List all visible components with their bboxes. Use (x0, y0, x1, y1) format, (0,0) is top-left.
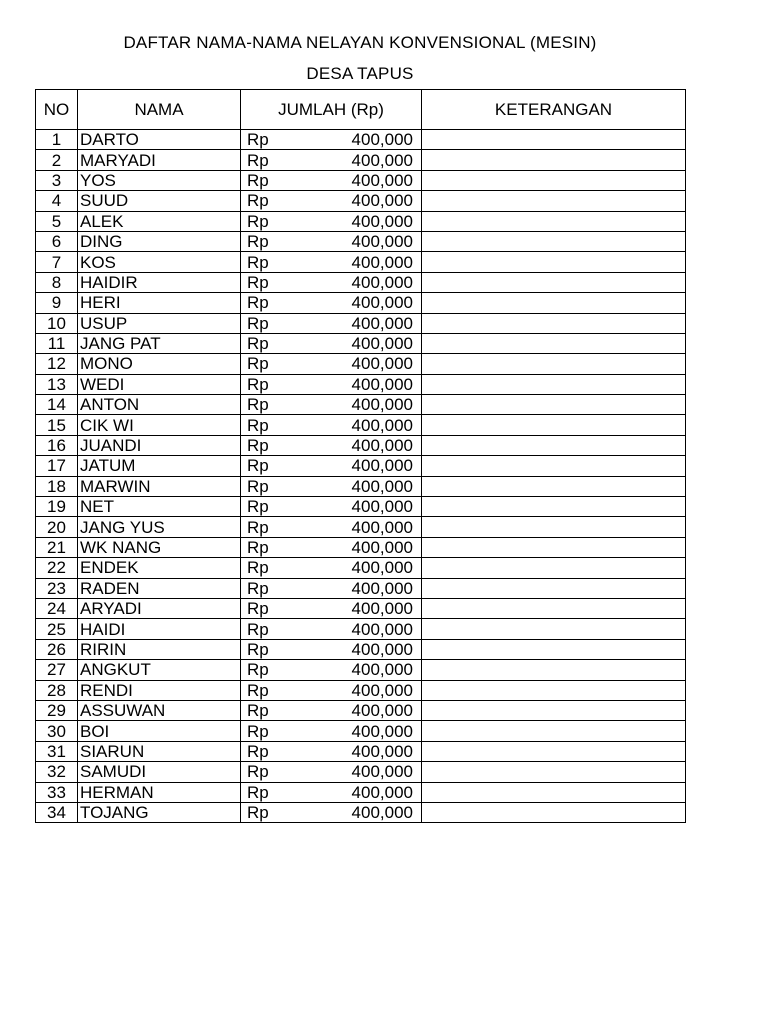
row-name: YOS (78, 170, 241, 190)
row-note (422, 741, 686, 761)
currency-label: Rp (247, 415, 269, 435)
row-amount (241, 333, 422, 353)
table-row (36, 252, 686, 272)
table-row (36, 700, 686, 720)
table-row (36, 680, 686, 700)
row-number: 27 (36, 660, 78, 680)
currency-label: Rp (247, 497, 269, 517)
row-name: HAIDIR (78, 272, 241, 292)
table-row (36, 802, 686, 822)
currency-label: Rp (247, 721, 269, 741)
amount-value: 400,000 (351, 639, 413, 659)
row-amount (241, 802, 422, 822)
currency-label: Rp (247, 150, 269, 170)
row-note (422, 211, 686, 231)
row-amount (241, 191, 422, 211)
row-amount (241, 700, 422, 720)
row-name: MARYADI (78, 150, 241, 170)
row-amount (241, 619, 422, 639)
amount-value: 400,000 (351, 313, 413, 333)
table-row (36, 293, 686, 313)
row-number: 25 (36, 619, 78, 639)
row-amount (241, 598, 422, 618)
row-number: 17 (36, 456, 78, 476)
amount-value: 400,000 (351, 395, 413, 415)
row-note (422, 252, 686, 272)
row-number: 23 (36, 578, 78, 598)
row-number: 2 (36, 150, 78, 170)
amount-value: 400,000 (351, 354, 413, 374)
row-amount (241, 252, 422, 272)
row-number: 24 (36, 598, 78, 618)
currency-label: Rp (247, 313, 269, 333)
row-number: 18 (36, 476, 78, 496)
row-amount (241, 130, 422, 150)
table-row (36, 191, 686, 211)
row-amount (241, 741, 422, 761)
row-number: 10 (36, 313, 78, 333)
row-amount (241, 415, 422, 435)
amount-value: 400,000 (351, 619, 413, 639)
row-name: ANGKUT (78, 660, 241, 680)
row-note (422, 802, 686, 822)
row-amount (241, 782, 422, 802)
table-row (36, 619, 686, 639)
amount-value: 400,000 (351, 578, 413, 598)
row-number: 6 (36, 231, 78, 251)
currency-label: Rp (247, 211, 269, 231)
currency-label: Rp (247, 476, 269, 496)
table-row (36, 150, 686, 170)
row-number: 32 (36, 762, 78, 782)
row-amount (241, 313, 422, 333)
row-amount (241, 497, 422, 517)
currency-label: Rp (247, 619, 269, 639)
row-number: 4 (36, 191, 78, 211)
row-amount (241, 721, 422, 741)
row-note (422, 721, 686, 741)
amount-value: 400,000 (351, 721, 413, 741)
currency-label: Rp (247, 130, 269, 150)
row-note (422, 762, 686, 782)
row-number: 7 (36, 252, 78, 272)
row-name: ENDEK (78, 558, 241, 578)
row-note (422, 680, 686, 700)
row-amount (241, 578, 422, 598)
amount-value: 400,000 (351, 252, 413, 272)
amount-value: 400,000 (351, 374, 413, 394)
row-name: WK NANG (78, 537, 241, 557)
row-number: 14 (36, 395, 78, 415)
amount-value: 400,000 (351, 191, 413, 211)
header-name: NAMA (78, 90, 241, 130)
amount-value: 400,000 (351, 803, 413, 823)
table-row (36, 578, 686, 598)
amount-value: 400,000 (351, 150, 413, 170)
amount-value: 400,000 (351, 660, 413, 680)
table-row (36, 721, 686, 741)
amount-value: 400,000 (351, 334, 413, 354)
row-number: 29 (36, 700, 78, 720)
table-row (36, 476, 686, 496)
row-name: JANG YUS (78, 517, 241, 537)
row-note (422, 415, 686, 435)
table-row (36, 231, 686, 251)
table-row (36, 354, 686, 374)
table-row (36, 456, 686, 476)
table-row (36, 395, 686, 415)
row-note (422, 782, 686, 802)
row-number: 1 (36, 130, 78, 150)
table-row (36, 639, 686, 659)
amount-value: 400,000 (351, 538, 413, 557)
row-name: ASSUWAN (78, 700, 241, 720)
amount-value: 400,000 (351, 762, 413, 782)
currency-label: Rp (247, 538, 269, 557)
row-note (422, 558, 686, 578)
row-name: RENDI (78, 680, 241, 700)
row-name: BOI (78, 721, 241, 741)
amount-value: 400,000 (351, 517, 413, 537)
currency-label: Rp (247, 334, 269, 354)
table-row (36, 741, 686, 761)
row-number: 11 (36, 333, 78, 353)
currency-label: Rp (247, 170, 269, 190)
row-name: HERI (78, 293, 241, 313)
row-number: 9 (36, 293, 78, 313)
row-note (422, 293, 686, 313)
amount-value: 400,000 (351, 232, 413, 252)
fishermen-table (35, 89, 686, 823)
header-note: KETERANGAN (422, 90, 686, 130)
row-note (422, 456, 686, 476)
table-row (36, 374, 686, 394)
table-header-row (36, 90, 686, 130)
currency-label: Rp (247, 803, 269, 823)
amount-value: 400,000 (351, 456, 413, 476)
row-number: 5 (36, 211, 78, 231)
row-name: MARWIN (78, 476, 241, 496)
row-note (422, 476, 686, 496)
row-name: SUUD (78, 191, 241, 211)
table-row (36, 415, 686, 435)
row-note (422, 639, 686, 659)
row-note (422, 150, 686, 170)
row-note (422, 619, 686, 639)
amount-value: 400,000 (351, 599, 413, 619)
currency-label: Rp (247, 558, 269, 578)
row-number: 12 (36, 354, 78, 374)
row-name: JANG PAT (78, 333, 241, 353)
row-note (422, 170, 686, 190)
table-row (36, 497, 686, 517)
table-row (36, 130, 686, 150)
amount-value: 400,000 (351, 170, 413, 190)
row-number: 16 (36, 435, 78, 455)
row-amount (241, 231, 422, 251)
document-title: DAFTAR NAMA-NAMA NELAYAN KONVENSIONAL (MESIN) (123, 33, 597, 52)
amount-value: 400,000 (351, 497, 413, 517)
amount-value: 400,000 (351, 130, 413, 150)
row-amount (241, 293, 422, 313)
row-amount (241, 435, 422, 455)
currency-label: Rp (247, 436, 269, 456)
amount-value: 400,000 (351, 701, 413, 721)
row-name: HERMAN (78, 782, 241, 802)
row-amount (241, 272, 422, 292)
row-amount (241, 762, 422, 782)
row-note (422, 395, 686, 415)
row-number: 26 (36, 639, 78, 659)
amount-value: 400,000 (351, 741, 413, 761)
row-note (422, 130, 686, 150)
currency-label: Rp (247, 782, 269, 802)
currency-label: Rp (247, 272, 269, 292)
row-note (422, 272, 686, 292)
amount-value: 400,000 (351, 680, 413, 700)
row-name: WEDI (78, 374, 241, 394)
row-amount (241, 558, 422, 578)
row-note (422, 231, 686, 251)
currency-label: Rp (247, 639, 269, 659)
currency-label: Rp (247, 354, 269, 374)
row-name: NET (78, 497, 241, 517)
row-amount (241, 680, 422, 700)
header-no: NO (36, 90, 78, 130)
row-note (422, 660, 686, 680)
row-name: SAMUDI (78, 762, 241, 782)
row-note (422, 374, 686, 394)
document-subtitle: DESA TAPUS (306, 64, 414, 83)
row-amount (241, 456, 422, 476)
row-number: 15 (36, 415, 78, 435)
currency-label: Rp (247, 232, 269, 252)
currency-label: Rp (247, 456, 269, 476)
currency-label: Rp (247, 680, 269, 700)
row-name: ALEK (78, 211, 241, 231)
row-number: 20 (36, 517, 78, 537)
row-number: 19 (36, 497, 78, 517)
row-name: RIRIN (78, 639, 241, 659)
row-note (422, 354, 686, 374)
row-name: USUP (78, 313, 241, 333)
row-amount (241, 150, 422, 170)
header-amount: JUMLAH (Rp) (241, 90, 422, 130)
table-row (36, 517, 686, 537)
row-note (422, 497, 686, 517)
amount-value: 400,000 (351, 476, 413, 496)
table-row (36, 598, 686, 618)
row-number: 30 (36, 721, 78, 741)
row-number: 8 (36, 272, 78, 292)
row-name: TOJANG (78, 802, 241, 822)
row-note (422, 333, 686, 353)
row-name: ARYADI (78, 598, 241, 618)
table-row (36, 170, 686, 190)
row-name: SIARUN (78, 741, 241, 761)
row-amount (241, 660, 422, 680)
row-name: ANTON (78, 395, 241, 415)
table-row (36, 558, 686, 578)
row-name: JATUM (78, 456, 241, 476)
row-number: 21 (36, 537, 78, 557)
row-note (422, 537, 686, 557)
currency-label: Rp (247, 762, 269, 782)
row-name: DARTO (78, 130, 241, 150)
amount-value: 400,000 (351, 558, 413, 578)
row-note (422, 578, 686, 598)
row-number: 34 (36, 802, 78, 822)
amount-value: 400,000 (351, 272, 413, 292)
row-number: 22 (36, 558, 78, 578)
row-amount (241, 395, 422, 415)
row-name: KOS (78, 252, 241, 272)
table-row (36, 435, 686, 455)
currency-label: Rp (247, 395, 269, 415)
row-amount (241, 639, 422, 659)
row-note (422, 598, 686, 618)
currency-label: Rp (247, 374, 269, 394)
row-note (422, 700, 686, 720)
row-name: RADEN (78, 578, 241, 598)
row-number: 31 (36, 741, 78, 761)
table-row (36, 537, 686, 557)
row-amount (241, 517, 422, 537)
row-name: HAIDI (78, 619, 241, 639)
row-number: 13 (36, 374, 78, 394)
amount-value: 400,000 (351, 436, 413, 456)
row-number: 33 (36, 782, 78, 802)
currency-label: Rp (247, 191, 269, 211)
row-amount (241, 537, 422, 557)
amount-value: 400,000 (351, 782, 413, 802)
row-note (422, 517, 686, 537)
currency-label: Rp (247, 660, 269, 680)
row-name: JUANDI (78, 435, 241, 455)
currency-label: Rp (247, 252, 269, 272)
row-amount (241, 476, 422, 496)
table-row (36, 762, 686, 782)
amount-value: 400,000 (351, 211, 413, 231)
table-row (36, 333, 686, 353)
currency-label: Rp (247, 701, 269, 721)
currency-label: Rp (247, 741, 269, 761)
row-amount (241, 170, 422, 190)
row-number: 28 (36, 680, 78, 700)
row-note (422, 435, 686, 455)
currency-label: Rp (247, 578, 269, 598)
row-name: MONO (78, 354, 241, 374)
row-name: DING (78, 231, 241, 251)
row-note (422, 313, 686, 333)
row-name: CIK WI (78, 415, 241, 435)
currency-label: Rp (247, 517, 269, 537)
table-row (36, 313, 686, 333)
row-amount (241, 211, 422, 231)
table-row (36, 660, 686, 680)
amount-value: 400,000 (351, 415, 413, 435)
row-amount (241, 374, 422, 394)
table-row (36, 782, 686, 802)
row-number: 3 (36, 170, 78, 190)
table-row (36, 211, 686, 231)
amount-value: 400,000 (351, 293, 413, 313)
row-amount (241, 354, 422, 374)
row-note (422, 191, 686, 211)
currency-label: Rp (247, 293, 269, 313)
table-row (36, 272, 686, 292)
currency-label: Rp (247, 599, 269, 619)
